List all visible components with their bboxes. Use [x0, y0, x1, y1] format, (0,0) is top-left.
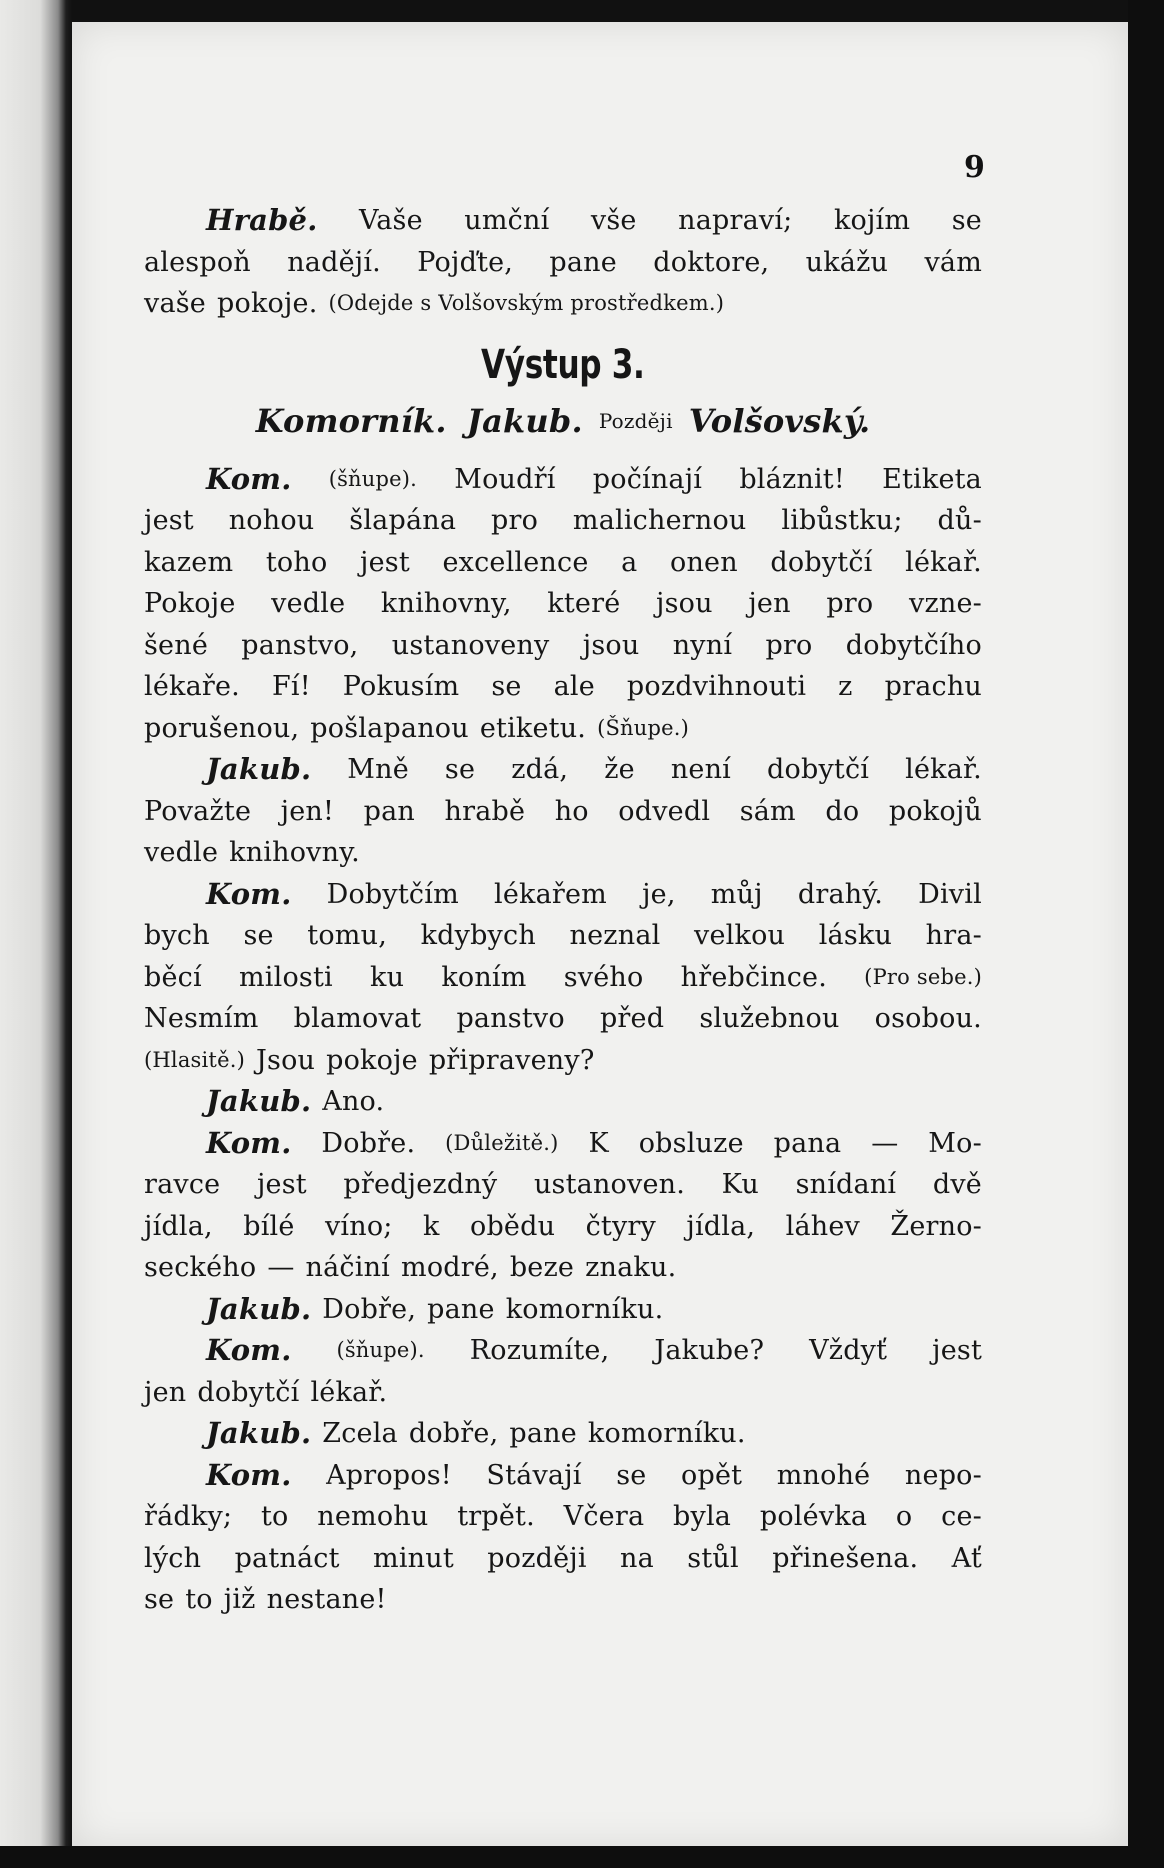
- text-line: [144, 1164, 982, 1206]
- word: Vaše: [359, 205, 423, 236]
- word: stůl: [687, 1542, 739, 1574]
- word: se: [616, 1459, 647, 1491]
- word: nepo-: [904, 1459, 982, 1491]
- scene-heading: [144, 333, 982, 397]
- word: K: [588, 1127, 609, 1159]
- word: patnáct: [234, 1542, 340, 1574]
- word: vedle: [144, 837, 219, 868]
- word: na: [620, 1542, 654, 1574]
- word: se: [144, 1584, 175, 1615]
- word: trpět.: [457, 1501, 535, 1532]
- word: se: [444, 754, 476, 785]
- text-line: [144, 1372, 982, 1414]
- word: vám: [924, 246, 982, 278]
- word: modré,: [401, 1252, 499, 1283]
- word: nadějí.: [287, 246, 381, 278]
- text-line: [144, 1330, 982, 1372]
- word: nestane!: [266, 1584, 387, 1615]
- word: ku: [370, 961, 405, 993]
- word: do: [825, 795, 860, 827]
- word: umční: [464, 205, 550, 236]
- speaker-name: Kom.: [206, 461, 292, 496]
- word: Mo-: [928, 1127, 982, 1159]
- word: Včera: [563, 1501, 645, 1532]
- word: Pokusím: [342, 671, 460, 702]
- word: vzne-: [909, 588, 982, 619]
- word: později: [487, 1542, 587, 1574]
- word: Dobře.: [321, 1127, 416, 1159]
- word: jest: [360, 546, 410, 578]
- word: pokoje.: [217, 288, 318, 319]
- word: nyní: [672, 629, 733, 661]
- word: etiketu.: [479, 712, 587, 744]
- word: Dobytčím: [326, 878, 459, 910]
- text-line: [144, 1289, 982, 1331]
- word: Vždyť: [809, 1335, 888, 1366]
- word: dvě: [932, 1169, 982, 1200]
- cast-name: Jakub.: [466, 401, 583, 440]
- speaker-name: Jakub.: [206, 1416, 312, 1450]
- text-line: [144, 459, 982, 501]
- word: bych: [144, 920, 210, 951]
- word: ce-: [941, 1501, 982, 1532]
- word: lékaře.: [144, 671, 240, 702]
- word: prachu: [884, 671, 982, 702]
- speaker-name: Jakub.: [206, 752, 312, 786]
- word: k: [423, 1210, 440, 1242]
- word: panstvo: [456, 1003, 565, 1034]
- word: pro: [765, 629, 813, 661]
- text-line: [144, 625, 982, 667]
- word: lých: [144, 1542, 202, 1574]
- word: toho: [265, 546, 328, 578]
- speaker-name: Kom.: [206, 1457, 292, 1492]
- word: z: [838, 671, 853, 702]
- page-number: 9: [964, 150, 985, 185]
- word: se: [491, 671, 522, 702]
- word: lékař.: [905, 546, 982, 578]
- text-line: [144, 791, 982, 833]
- word: Nesmím: [144, 1003, 259, 1034]
- word: Dobře,: [322, 1293, 417, 1325]
- word: Mně: [347, 754, 409, 785]
- word: —: [871, 1127, 899, 1159]
- scan-right-border: [1128, 0, 1164, 1868]
- word: jest: [932, 1335, 982, 1366]
- word: přinešena.: [772, 1542, 919, 1574]
- speaker-name: Kom.: [206, 876, 292, 911]
- text-line: [144, 957, 982, 999]
- text-line: [144, 915, 982, 957]
- word: pane: [509, 1418, 577, 1449]
- word: Ku: [721, 1169, 759, 1200]
- word: alespoň: [144, 246, 251, 278]
- word: drahý.: [797, 878, 883, 910]
- word: lékař.: [905, 754, 982, 785]
- word: pro: [490, 505, 539, 536]
- word: jen!: [280, 795, 335, 827]
- word: panstvo,: [241, 629, 359, 661]
- speaker-name: Jakub.: [206, 1084, 312, 1118]
- text-line: [144, 1247, 982, 1289]
- word: —: [267, 1252, 295, 1283]
- word: kojím: [833, 205, 911, 236]
- text-line: [144, 542, 982, 584]
- word: šlapána: [349, 505, 457, 536]
- word: tomu,: [307, 920, 387, 951]
- word: Stávají: [486, 1459, 582, 1491]
- word: je,: [642, 878, 676, 910]
- word: libůstku;: [781, 505, 903, 536]
- word: předjezdný: [343, 1169, 498, 1200]
- word: obědu: [469, 1210, 556, 1242]
- word: lásku: [818, 920, 893, 951]
- word: láhev: [785, 1210, 860, 1242]
- word: bílé: [243, 1210, 295, 1242]
- word: byla: [673, 1501, 732, 1532]
- word: ravce: [144, 1169, 221, 1200]
- word: již: [223, 1584, 256, 1615]
- text-line: [144, 1579, 982, 1621]
- word: nohou: [228, 505, 315, 536]
- word: bláznit!: [739, 463, 845, 495]
- word: běcí: [144, 961, 202, 993]
- word: počínají: [592, 463, 703, 495]
- word: sám: [739, 795, 796, 827]
- word: připraveny?: [428, 1044, 595, 1076]
- text-line: [144, 1123, 982, 1165]
- word: jest: [144, 505, 194, 536]
- stage-direction: (šňupe).: [336, 1338, 425, 1362]
- word: dobytčí: [770, 546, 873, 578]
- word: čtyry: [585, 1210, 656, 1242]
- word: pošlapanou: [310, 712, 469, 744]
- text-line: [144, 998, 982, 1040]
- word: to: [260, 1501, 289, 1532]
- word: šené: [144, 629, 209, 661]
- word: minut: [373, 1542, 454, 1574]
- word: pane: [549, 246, 617, 278]
- stage-direction: (Odejde s Volšovským prostředkem.): [328, 291, 725, 315]
- word: ustanoveny: [391, 629, 550, 661]
- word: porušenou,: [144, 712, 300, 744]
- word: Pokoje: [144, 588, 236, 619]
- word: dobytčí: [197, 1376, 300, 1408]
- word: dobytčí: [767, 754, 870, 785]
- word: ale: [553, 671, 595, 702]
- word: jsou: [582, 629, 640, 661]
- text-line: [144, 666, 982, 708]
- stage-direction: (Pro sebe.): [864, 964, 982, 989]
- word: Jsou: [255, 1044, 316, 1076]
- word: pan: [363, 795, 415, 827]
- word: seckého: [144, 1252, 257, 1283]
- word: můj: [710, 878, 763, 910]
- word: Pojďte,: [417, 246, 514, 278]
- word: snídaní: [795, 1169, 897, 1200]
- speaker-name: Kom.: [206, 1125, 292, 1160]
- page-text-body: [144, 200, 982, 1621]
- word: jest: [256, 1169, 307, 1200]
- word: vše: [590, 205, 637, 236]
- word: Zcela: [322, 1418, 398, 1449]
- word: že: [604, 754, 635, 785]
- word: knihovny,: [380, 588, 512, 619]
- text-line: [144, 1538, 982, 1580]
- word: pana: [773, 1127, 842, 1159]
- stage-direction: (Hlasitě.): [144, 1047, 245, 1072]
- word: náčiní: [305, 1252, 391, 1283]
- word: Považte: [144, 795, 252, 827]
- word: polévka: [759, 1501, 868, 1532]
- text-line: [144, 1081, 982, 1123]
- word: to: [185, 1584, 213, 1615]
- word: knihovny.: [229, 837, 360, 868]
- cast-name: Volšovský.: [688, 401, 871, 440]
- stage-direction: (šňupe).: [328, 466, 418, 491]
- text-line: [144, 1455, 982, 1497]
- stage-direction: (Šňupe.): [597, 715, 690, 740]
- word: které: [547, 588, 621, 619]
- word: mnohé: [776, 1459, 871, 1491]
- stage-note: Později: [598, 408, 673, 433]
- word: osobou.: [874, 1003, 982, 1034]
- scene-heading-text: Výstup 3.: [481, 341, 645, 388]
- word: pokoje: [326, 1044, 418, 1076]
- word: Jakube?: [654, 1335, 765, 1366]
- word: hřebčince.: [680, 961, 828, 993]
- word: malichernou: [572, 505, 747, 536]
- word: lékař.: [310, 1376, 388, 1408]
- text-line: [144, 708, 982, 750]
- word: před: [599, 1003, 665, 1034]
- word: kdybych: [420, 920, 536, 951]
- word: obsluze: [638, 1127, 744, 1159]
- word: opět: [681, 1459, 743, 1491]
- text-line: [144, 242, 982, 284]
- word: jsou: [656, 588, 713, 619]
- word: svého: [563, 961, 644, 993]
- word: Moudří: [454, 463, 556, 495]
- text-line: [144, 500, 982, 542]
- word: doktore,: [653, 246, 770, 278]
- stage-direction: (Důležitě.): [445, 1130, 559, 1155]
- word: velkou: [694, 920, 786, 951]
- word: nemohu: [317, 1501, 429, 1532]
- text-line: [144, 1040, 982, 1082]
- cast-name: Komorník.: [255, 401, 447, 440]
- word: lékařem: [494, 878, 607, 910]
- word: vedle: [271, 588, 346, 619]
- word: neznal: [569, 920, 661, 951]
- word: Divil: [918, 878, 982, 910]
- text-line: [144, 1206, 982, 1248]
- text-line: [144, 832, 982, 874]
- word: komorníku.: [587, 1418, 746, 1449]
- word: ukážu: [805, 246, 889, 278]
- word: se: [951, 205, 982, 236]
- scan-bottom-border: [0, 1846, 1164, 1868]
- word: o: [895, 1501, 913, 1532]
- word: Apropos!: [326, 1459, 452, 1491]
- word: pro: [826, 588, 874, 619]
- word: jen: [144, 1376, 187, 1408]
- word: není: [670, 754, 732, 785]
- word: vaše: [144, 288, 206, 319]
- word: zdá,: [511, 754, 569, 785]
- word: Žerno-: [890, 1210, 982, 1242]
- word: služebnou: [699, 1003, 840, 1034]
- word: odvedl: [618, 795, 711, 827]
- speaker-name: Jakub.: [206, 1291, 312, 1326]
- word: komorníku.: [505, 1293, 664, 1325]
- word: kazem: [144, 546, 234, 578]
- word: ho: [554, 795, 589, 827]
- word: pokojů: [888, 795, 982, 827]
- word: dobře,: [408, 1418, 499, 1449]
- text-line: [144, 283, 982, 325]
- word: hrabě: [444, 795, 526, 827]
- speaker-name: Kom.: [206, 1333, 292, 1367]
- word: blamovat: [293, 1003, 422, 1034]
- word: Ano.: [322, 1086, 385, 1117]
- text-line: [144, 583, 982, 625]
- page-gutter-shadow: [0, 0, 72, 1868]
- word: Ať: [951, 1542, 982, 1574]
- text-line: [144, 200, 982, 242]
- text-line: [144, 874, 982, 916]
- word: milosti: [238, 961, 333, 993]
- word: pozdvihnouti: [626, 671, 807, 702]
- word: koním: [441, 961, 527, 993]
- word: jen: [748, 588, 791, 619]
- word: řádky;: [144, 1501, 233, 1532]
- word: beze: [509, 1252, 575, 1283]
- word: jídla,: [686, 1210, 756, 1242]
- word: a: [621, 546, 638, 578]
- speaker-name: Hrabě.: [206, 203, 318, 237]
- text-line: [144, 1413, 982, 1455]
- word: dobytčího: [845, 629, 982, 661]
- word: Fí!: [271, 671, 311, 702]
- word: se: [243, 920, 274, 951]
- word: Etiketa: [882, 463, 982, 495]
- word: napraví;: [678, 205, 793, 236]
- word: excellence: [442, 546, 589, 578]
- word: Rozumíte,: [469, 1335, 610, 1366]
- text-line: [144, 1496, 982, 1538]
- cast-list: [144, 401, 982, 449]
- word: hra-: [925, 920, 982, 951]
- word: dů-: [937, 505, 982, 536]
- text-line: [144, 749, 982, 791]
- word: víno;: [324, 1210, 393, 1242]
- word: znaku.: [585, 1252, 677, 1283]
- word: ustanoven.: [533, 1169, 686, 1200]
- word: onen: [670, 546, 738, 578]
- word: pane: [427, 1293, 495, 1325]
- word: jídla,: [144, 1210, 213, 1242]
